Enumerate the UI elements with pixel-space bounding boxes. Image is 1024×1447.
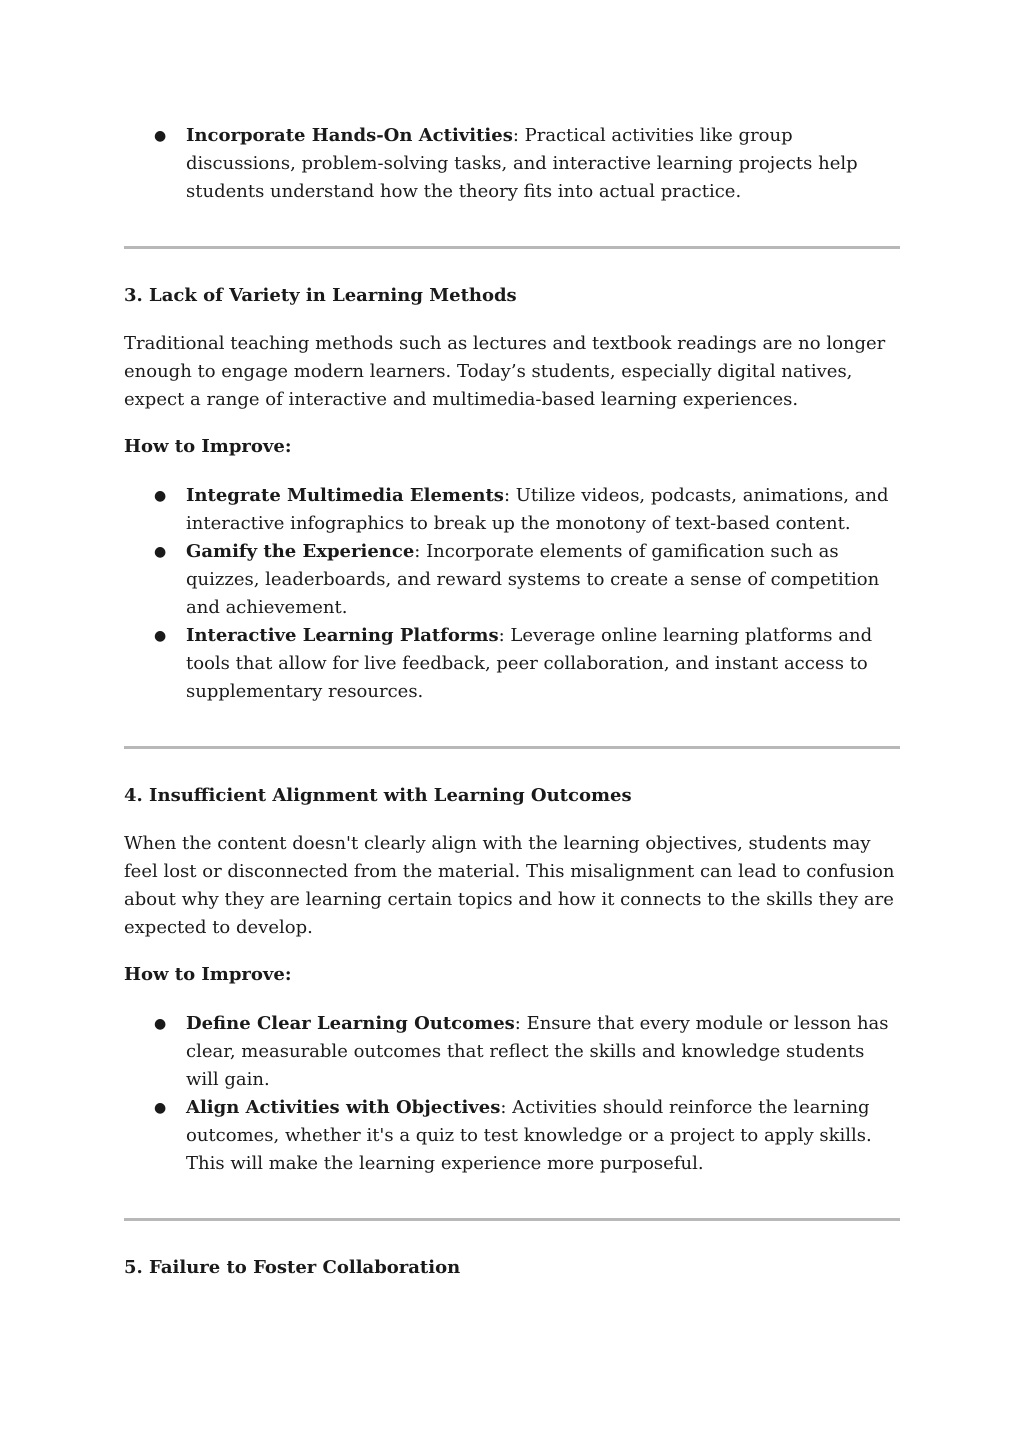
section-5-heading: 5. Failure to Foster Collaboration (124, 1257, 461, 1278)
list-item-text: : Utilize videos, podcasts, animations, and interactive infographics to break up the monotony of text-based content. (186, 485, 889, 534)
section-3-bullet-list (124, 482, 900, 706)
document-page (124, 122, 900, 1282)
section-4-heading: 4. Insufficient Alignment with Learning Outcomes (124, 785, 632, 806)
bullet-icon: ● (154, 488, 167, 504)
bullet-icon: ● (154, 128, 167, 144)
bullet-icon: ● (154, 1100, 167, 1116)
list-item-lead: Align Activities with Objectives (186, 1097, 501, 1118)
list-item-text: : Incorporate elements of gamification such as quizzes, leaderboards, and reward systems to create a sense of competition and achievement. (186, 541, 880, 618)
list-item-text: : Leverage online learning platforms and tools that allow for live feedback, peer collaboration, and instant access to supplementary resources. (186, 625, 873, 702)
intro-bullet-list (124, 122, 900, 206)
list-item-text: : Practical activities like group discussions, problem-solving tasks, and interactive learning projects help students understand how the theory fits into actual practice. (186, 125, 858, 202)
list-item (124, 538, 900, 622)
list-item-lead: Incorporate Hands-On Activities (186, 125, 513, 146)
section-3-heading: 3. Lack of Variety in Learning Methods (124, 285, 517, 306)
list-item (124, 622, 900, 706)
section-4-paragraph: When the content doesn't clearly align with the learning objectives, students may feel lost or disconnected from the material. This misalignment can lead to confusion about why they are learning certain topics and how it connects to the skills they are expected to develop. (124, 833, 895, 938)
section-4-improve-label: How to Improve: (124, 964, 292, 985)
list-item-lead: Interactive Learning Platforms (186, 625, 499, 646)
list-item-text: : Ensure that every module or lesson has clear, measurable outcomes that reflect the skills and knowledge students will gain. (186, 1013, 889, 1090)
list-item (124, 482, 900, 538)
list-item-lead: Gamify the Experience (186, 541, 415, 562)
section-4-bullet-list (124, 1010, 900, 1178)
list-item (124, 122, 900, 206)
list-item-lead: Define Clear Learning Outcomes (186, 1013, 515, 1034)
list-item-lead: Integrate Multimedia Elements (186, 485, 504, 506)
bullet-icon: ● (154, 628, 167, 644)
section-3-paragraph: Traditional teaching methods such as lectures and textbook readings are no longer enough to engage modern learners. Today’s students, especially digital natives, expect a range of interactive and multimedia-based learning experiences. (124, 333, 886, 410)
section-3-improve-label: How to Improve: (124, 436, 292, 457)
list-item-text: : Activities should reinforce the learning outcomes, whether it's a quiz to test knowledge or a project to apply skills. This will make the learning experience more purposeful. (186, 1097, 872, 1174)
bullet-icon: ● (154, 544, 167, 560)
list-item (124, 1094, 900, 1178)
bullet-icon: ● (154, 1016, 167, 1032)
list-item (124, 1010, 900, 1094)
